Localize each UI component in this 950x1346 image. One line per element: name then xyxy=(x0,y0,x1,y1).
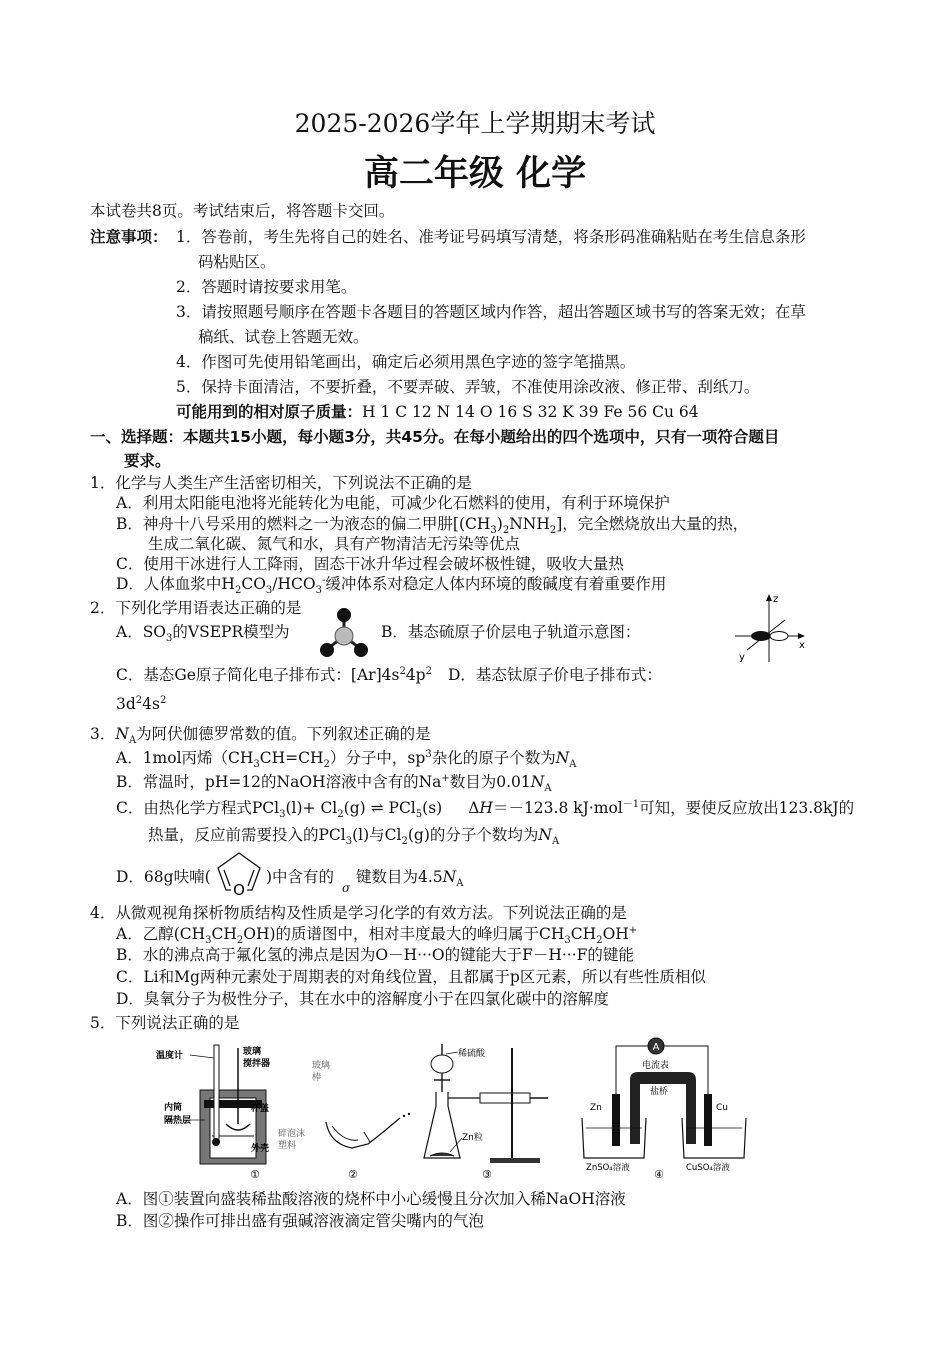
figure-4-number: ④ xyxy=(654,1168,664,1181)
figure-3-flask xyxy=(420,1040,570,1180)
q3-option-b xyxy=(116,772,552,795)
notice-item-5: 5．保持卡面清洁，不要折叠，不要弄破、弄皱，不准使用涂改液、修正带、刮纸刀。 xyxy=(176,378,760,396)
text-run: A．SO xyxy=(116,623,167,641)
notice-item-3: 3．请按照题号顺序在答题卡各题目的答题区域内作答，超出答题区域书写的答案无效；在草 xyxy=(176,303,806,321)
subscript: 2 xyxy=(549,525,557,537)
q4-option-b: B．水的沸点高于氟化氢的沸点是因为O－H···O的键能大于F－H···F的键能 xyxy=(116,946,634,964)
text-run: 为阿伏伽德罗常数的值。下列叙述正确的是 xyxy=(136,725,431,743)
label-lid: 杯盖 xyxy=(251,1104,270,1114)
q3-stem xyxy=(90,724,431,747)
axis-x-label: x xyxy=(799,640,805,651)
q1-option-b-cont: 生成二氧化碳、氮气和水，具有产物清洁无污染等优点 xyxy=(148,535,521,553)
label-insulation: 隔热层 xyxy=(164,1116,192,1126)
q2-option-b: B．基态硫原子价层电子轨道示意图： xyxy=(381,623,641,641)
superscript: 2 xyxy=(135,694,143,706)
axis-y-label: y xyxy=(739,652,745,663)
subscript: 2 xyxy=(234,585,242,597)
thermometer-shape xyxy=(214,1045,219,1140)
q3-option-d-end xyxy=(356,867,464,890)
subscript: A xyxy=(456,878,464,890)
q1-option-c: C．使用干冰进行人工降雨，固态干冰升华过程会破坏极性键，吸收大量热 xyxy=(116,555,624,573)
subscript: 2 xyxy=(401,836,408,848)
superscript: 2 xyxy=(160,694,167,706)
figure-2-number: ② xyxy=(348,1168,358,1181)
text-run: (g)的分子个数均为 xyxy=(407,826,539,844)
text-run: ) xyxy=(496,515,503,533)
q3-option-a xyxy=(116,748,577,771)
text-run: /HCO xyxy=(272,575,316,593)
atomic-masses-values: H 1 C 12 N 14 O 16 S 32 K 39 Fe 56 Cu 64 xyxy=(362,403,699,421)
superscript: + xyxy=(628,924,638,936)
text-run: 4p xyxy=(405,666,426,684)
notice-item-2: 2．答题时请按要求用笔。 xyxy=(176,278,357,296)
subscript: 3 xyxy=(253,759,260,771)
label-inner-cup: 内筒 xyxy=(164,1103,183,1113)
q2-option-a xyxy=(116,622,290,645)
text-run: 4s xyxy=(142,695,160,713)
label-salt-bridge: 盐桥 xyxy=(650,1087,669,1097)
text-run: 键数目为4.5 xyxy=(356,868,443,886)
q4-option-a xyxy=(116,924,638,947)
text-run: 热量，反应前需要投入的PCl xyxy=(148,826,346,844)
q1-stem: 1．化学与人类生产生活密切相关，下列说法不正确的是 xyxy=(90,474,472,492)
subscript: 3 xyxy=(564,935,571,947)
notice-item-3-cont: 稿纸、试卷上答题无效。 xyxy=(198,328,369,346)
q3-option-c-cont xyxy=(148,825,560,848)
text-run: 可知，要使反应放出123.8kJ的 xyxy=(639,799,855,817)
q2-option-c xyxy=(116,665,432,685)
q2-stem: 2．下列化学用语表达正确的是 xyxy=(90,599,302,617)
subscript: A xyxy=(569,759,577,771)
q4-option-d: D．臭氧分子为极性分子，其在水中的溶解度小于在四氯化碳中的溶解度 xyxy=(116,990,609,1008)
notice-item-1-cont: 码粘贴区。 xyxy=(198,253,276,271)
notice-label: 注意事项： xyxy=(90,228,168,246)
figure-1-number: ① xyxy=(250,1168,260,1181)
subscript: 3 xyxy=(265,585,273,597)
subscript: 2 xyxy=(236,935,244,947)
q3-option-d-mid: )中含有的 xyxy=(266,868,335,886)
axis-z-label: z xyxy=(773,594,779,605)
text-run: ）分子中，sp xyxy=(329,749,426,767)
furan-oxygen-label: O xyxy=(233,881,245,899)
subscript: 2 xyxy=(502,525,510,537)
label-thermometer: 温度计 xyxy=(156,1051,184,1061)
q4-option-c: C．Li和Mg两种元素处于周期表的对角线位置，且都属于p区元素，所以有些性质相似 xyxy=(116,968,706,986)
text-run: 3d xyxy=(116,695,136,713)
section-heading: 一、选择题：本题共15小题，每小题3分，共45分。在每小题给出的四个选项中，只有一项符合题目 xyxy=(90,428,780,446)
label-glass-rod-2: 棒 xyxy=(312,1073,322,1083)
italic-symbol: N xyxy=(442,868,457,886)
superscript: 3 xyxy=(425,748,432,760)
text-run: Δ xyxy=(468,799,480,817)
text-run: C．基态Ge原子简化电子排布式：[Ar]4s xyxy=(116,666,400,684)
label-cuso4-solution: CuSO₄溶液 xyxy=(686,1163,730,1173)
text-run: (l)+ Cl xyxy=(285,799,338,817)
superscript: 2 xyxy=(399,665,406,677)
text-run: A．乙醇(CH xyxy=(116,925,206,943)
subscript: 5 xyxy=(415,809,423,821)
subscript: A xyxy=(544,783,552,795)
sigma-symbol: σ xyxy=(342,881,351,895)
text-run: (s) xyxy=(422,799,443,817)
text-run: 杂化的原子个数为 xyxy=(431,749,556,767)
subscript: A xyxy=(551,836,560,848)
text-run: B．神舟十八号采用的燃料之一为液态的偏二甲肼[(CH xyxy=(116,515,491,533)
q4-stem: 4．从微观视角探析物质结构及性质是学习化学的有效方法。下列说法正确的是 xyxy=(90,904,627,922)
q2-option-d-cont xyxy=(116,694,166,714)
stand-base-shape xyxy=(490,1158,540,1163)
figure-2-burette xyxy=(278,1048,418,1181)
q1-option-b xyxy=(116,514,749,537)
text-run: 数目为0.01 xyxy=(449,773,531,791)
text-run: CO xyxy=(241,575,266,593)
text-run: C．由热化学方程式PCl xyxy=(116,799,280,817)
text-run: ]，完全燃烧放出大量的热， xyxy=(556,515,749,533)
exam-subtitle: 高二年级 化学 xyxy=(363,154,587,194)
superscript: 2 xyxy=(425,665,432,677)
label-shell: 外壳 xyxy=(251,1144,270,1154)
subscript: 3 xyxy=(490,525,497,537)
subscript: 3 xyxy=(166,633,173,645)
text-run: ＝－123.8 kJ·mol xyxy=(492,799,623,817)
conical-flask-shape xyxy=(424,1092,460,1158)
label-ammeter: 电流表 xyxy=(642,1061,670,1071)
subscript: 2 xyxy=(323,759,330,771)
text-run: 缓冲体系对稳定人体内环境的酸碱度有着重要作用 xyxy=(325,575,667,593)
subscript: 3 xyxy=(279,809,286,821)
figure-4-galvanic-cell xyxy=(578,1034,754,1180)
label-copper-electrode: Cu xyxy=(716,1103,728,1113)
figure-3-number: ③ xyxy=(482,1168,492,1181)
text-run: 的VSEPR模型为 xyxy=(172,623,290,641)
label-foam-1: 碎泡沫 xyxy=(278,1129,306,1139)
superscript: －1 xyxy=(622,798,640,810)
q5-stem: 5．下列说法正确的是 xyxy=(90,1014,240,1032)
subscript: 3 xyxy=(345,836,353,848)
text-run: 3． xyxy=(90,725,116,743)
q1-option-a: A．利用太阳能电池将光能转化为电能，可减少化石燃料的使用，有利于环境保护 xyxy=(116,494,670,512)
q3-option-c xyxy=(116,798,855,821)
salt-bridge-shape xyxy=(630,1072,696,1144)
p-orbital-diagram-icon xyxy=(733,590,811,664)
text-run: D．人体血浆中H xyxy=(116,575,235,593)
exam-title: 2025-2026学年上学期期末考试 xyxy=(294,109,656,138)
label-stirrer-1: 玻璃 xyxy=(243,1047,262,1057)
section-heading-cont: 要求。 xyxy=(124,452,171,470)
italic-symbol: N xyxy=(115,725,129,743)
furan-ring-icon xyxy=(212,849,266,899)
label-stirrer-2: 搅拌器 xyxy=(243,1059,271,1069)
q2-option-d: D．基态钛原子价电子排布式： xyxy=(448,666,662,684)
subscript: 2 xyxy=(596,935,603,947)
label-foam-2: 塑料 xyxy=(278,1141,297,1151)
text-run: CH=CH xyxy=(259,749,324,767)
figure-1-calorimeter xyxy=(150,1040,320,1180)
text-run: A．1mol丙烯（CH xyxy=(116,749,254,767)
q5-option-a: A．图①装置向盛装稀盐酸溶液的烧杯中小心缓慢且分次加入稀NaOH溶液 xyxy=(116,1190,626,1208)
label-znso4-solution: ZnSO₄溶液 xyxy=(586,1163,630,1173)
subscript: 2 xyxy=(337,809,344,821)
superscript: - xyxy=(321,574,326,586)
so3-vsepr-model-icon xyxy=(318,608,370,660)
label-zinc-granules: Zn粒 xyxy=(462,1133,483,1143)
atomic-masses xyxy=(176,402,699,422)
text-run: (g) ⇌ PCl xyxy=(343,799,416,817)
atomic-masses-label: 可能用到的相对原子质量： xyxy=(176,403,363,421)
text-run: (l)与Cl xyxy=(352,826,402,844)
zinc-electrode-shape xyxy=(612,1094,620,1146)
q5-option-b: B．图②操作可排出盛有强碱溶液滴定管尖嘴内的气泡 xyxy=(116,1212,484,1230)
italic-symbol: N xyxy=(538,826,552,844)
italic-symbol: H xyxy=(479,799,493,817)
text-run: NNH xyxy=(509,515,550,533)
subscript: 3 xyxy=(205,935,212,947)
burette-tube-shape xyxy=(326,1118,400,1148)
notice-item-1: 1．答卷前，考生先将自己的姓名、准考证号码填写清楚，将条形码准确粘贴在考生信息条形 xyxy=(176,228,806,246)
q3-option-d-lead: D．68g呋喃( xyxy=(116,868,211,886)
label-zinc-electrode: Zn xyxy=(590,1103,602,1113)
ammeter-letter: A xyxy=(652,1042,660,1053)
label-glass-rod-1: 玻璃 xyxy=(312,1061,331,1071)
text-run: B．常温时，pH=12的NaOH溶液中含有的Na xyxy=(116,773,442,791)
intro-text: 本试卷共8页。考试结束后，将答题卡交回。 xyxy=(90,202,395,220)
copper-electrode-shape xyxy=(704,1094,712,1146)
separatory-funnel-shape xyxy=(431,1055,453,1073)
text-run: CH xyxy=(570,925,597,943)
notice-item-4: 4．作图可先使用铅笔画出，确定后必须用黑色字迹的签字笔描黑。 xyxy=(176,353,636,371)
subscript: A xyxy=(128,735,137,747)
syringe-shape xyxy=(480,1093,530,1103)
text-run: OH xyxy=(602,925,629,943)
text-run: CH xyxy=(211,925,237,943)
label-dilute-sulfuric-acid: 稀硫酸 xyxy=(458,1049,486,1059)
q1-option-d xyxy=(116,574,667,597)
subscript: 3 xyxy=(315,585,322,597)
text-run: OH)的质谱图中，相对丰度最大的峰归属于CH xyxy=(243,925,565,943)
superscript: + xyxy=(441,772,450,784)
italic-symbol: N xyxy=(530,773,545,791)
italic-symbol: N xyxy=(555,749,570,767)
